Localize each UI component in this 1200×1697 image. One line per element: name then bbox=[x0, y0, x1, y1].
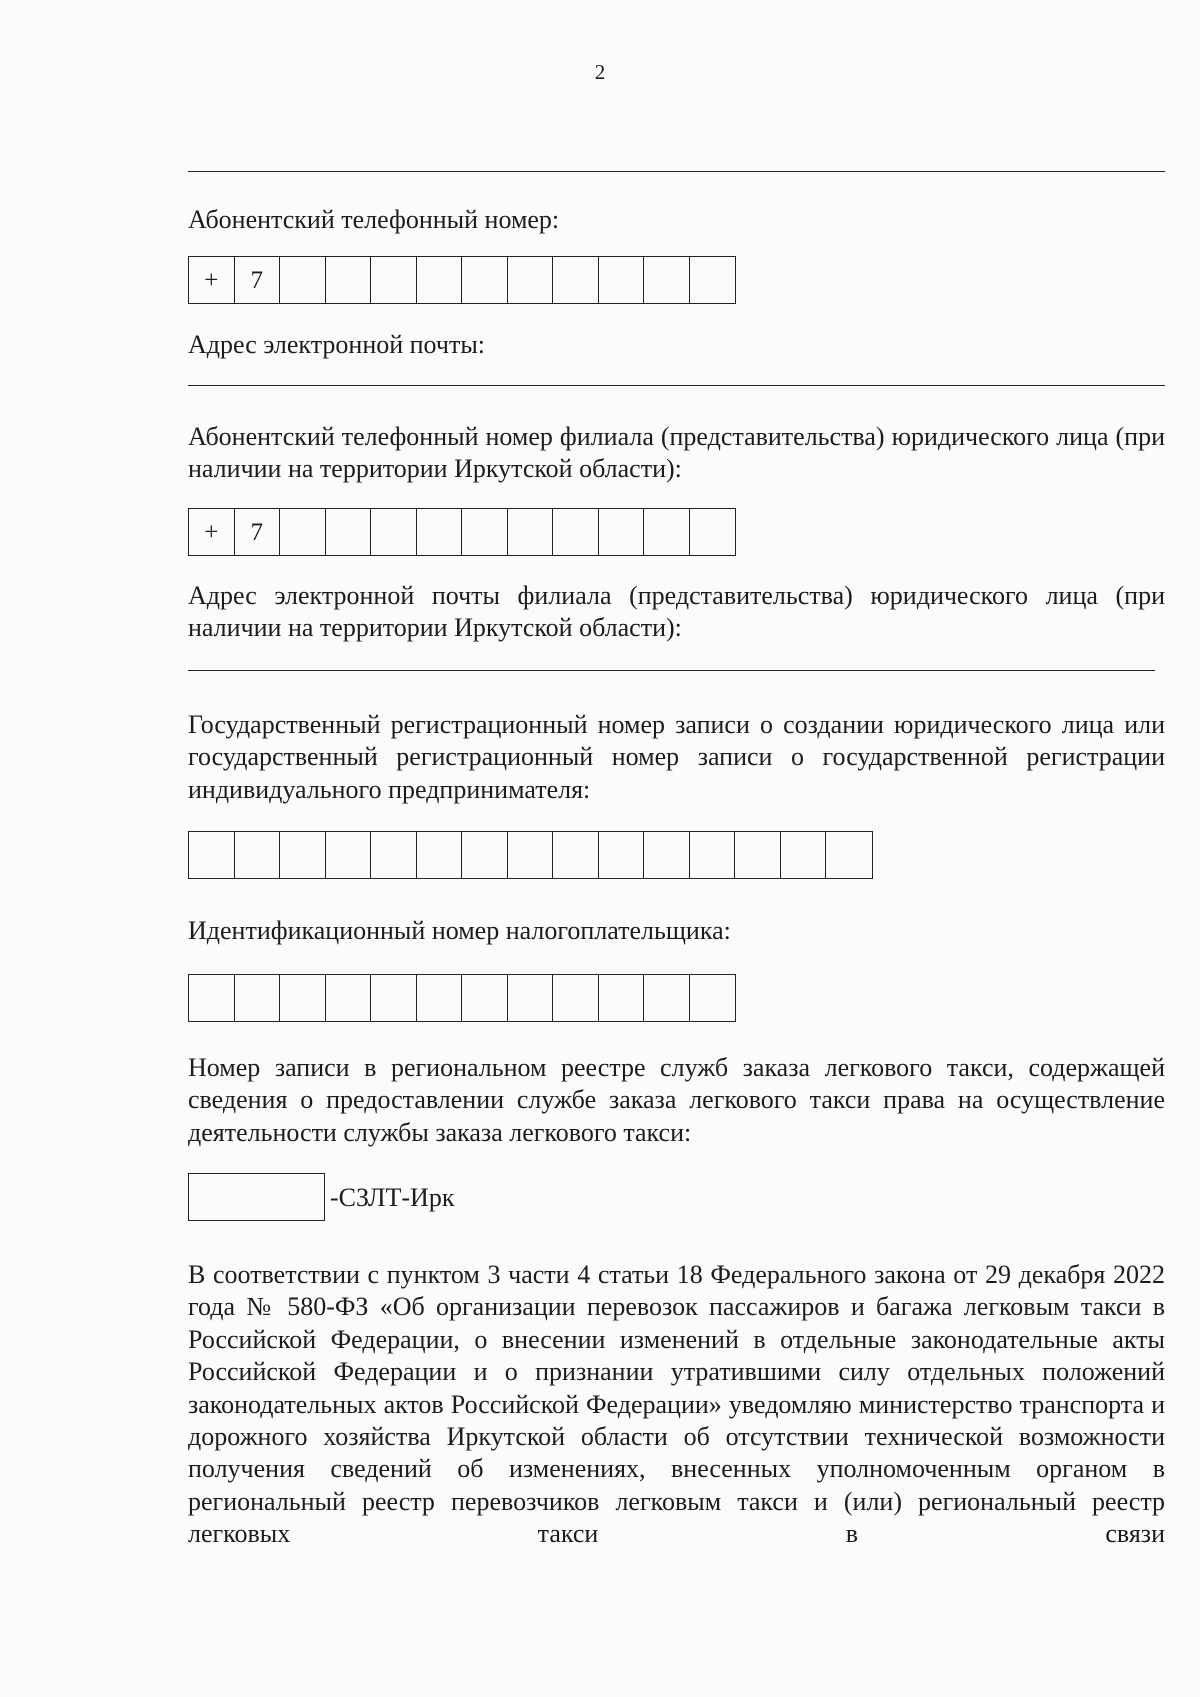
phone-number-cell[interactable] bbox=[690, 257, 736, 303]
ogrn-cell[interactable] bbox=[599, 832, 645, 878]
phone-label: Абонентский телефонный номер: bbox=[188, 205, 560, 234]
branch-phone-number-cell[interactable] bbox=[644, 509, 690, 555]
inn-label: Идентификационный номер налогоплательщика: bbox=[188, 916, 731, 945]
branch-phone-number-cell[interactable] bbox=[599, 509, 645, 555]
phone-number-cell[interactable] bbox=[326, 257, 372, 303]
phone-number-cell[interactable] bbox=[508, 257, 554, 303]
inn-cell[interactable] bbox=[280, 975, 326, 1021]
inn-cell[interactable] bbox=[508, 975, 554, 1021]
inn-cell[interactable] bbox=[644, 975, 690, 1021]
ogrn-cell[interactable] bbox=[508, 832, 554, 878]
phone-number-cell[interactable] bbox=[280, 257, 326, 303]
inn-cell[interactable] bbox=[417, 975, 463, 1021]
inn-cell[interactable] bbox=[462, 975, 508, 1021]
registry-record-suffix: -СЗЛТ-Ирк bbox=[330, 1183, 455, 1212]
branch-email-answer-line[interactable] bbox=[188, 670, 1155, 671]
branch-phone-number-cell[interactable]: + bbox=[189, 509, 235, 555]
phone-number-cell[interactable] bbox=[599, 257, 645, 303]
inn-boxes[interactable] bbox=[188, 974, 736, 1022]
page-number: 2 bbox=[594, 60, 606, 84]
ogrn-cell[interactable] bbox=[280, 832, 326, 878]
branch-phone-number-cell[interactable] bbox=[417, 509, 463, 555]
branch-phone-number-boxes[interactable] bbox=[188, 508, 736, 556]
notice-paragraph: В соответствии с пунктом 3 части 4 статьи 18 Федерального закона от 29 декабря 2022 года № 580-ФЗ «Об организации перевозок пассажиров и багажа легковым такси в Российской Федерации, о внесении изменений в отдельные законодательные акты Российской Федерации и о признании утратившими силу отдельных положений законодательных актов Российской Федерации» уведомляю министерство транспорта и дорожного хозяйства Иркутской области об отсутствии технической возможности получения сведений об изменениях, внесенных уполномоченным органом в региональный реестр перевозчиков легковым такси и (или) региональный реестр легковых такси в связи bbox=[188, 1260, 1165, 1549]
email-label: Адрес электронной почты: bbox=[188, 330, 486, 359]
ogrn-cell[interactable] bbox=[189, 832, 235, 878]
inn-cell[interactable] bbox=[371, 975, 417, 1021]
ogrn-label: Государственный регистрационный номер записи о создании юридического лица или государственный регистрационный номер записи о государственной регистрации индивидуального предпринимателя: bbox=[188, 710, 1165, 804]
branch-phone-number-cell[interactable] bbox=[553, 509, 599, 555]
branch-phone-number-cell[interactable] bbox=[690, 509, 736, 555]
phone-number-boxes[interactable] bbox=[188, 256, 736, 304]
phone-number-cell[interactable] bbox=[417, 257, 463, 303]
ogrn-cell[interactable] bbox=[553, 832, 599, 878]
ogrn-cell[interactable] bbox=[462, 832, 508, 878]
ogrn-cell[interactable] bbox=[417, 832, 463, 878]
inn-cell[interactable] bbox=[599, 975, 645, 1021]
inn-cell[interactable] bbox=[326, 975, 372, 1021]
inn-cell[interactable] bbox=[235, 975, 281, 1021]
ogrn-cell[interactable] bbox=[371, 832, 417, 878]
phone-number-cell[interactable] bbox=[553, 257, 599, 303]
phone-number-cell[interactable]: 7 bbox=[235, 257, 281, 303]
ogrn-cell[interactable] bbox=[235, 832, 281, 878]
ogrn-cell[interactable] bbox=[644, 832, 690, 878]
header-rule bbox=[188, 171, 1165, 172]
phone-number-cell[interactable] bbox=[462, 257, 508, 303]
ogrn-cell[interactable] bbox=[690, 832, 736, 878]
inn-cell[interactable] bbox=[690, 975, 736, 1021]
branch-phone-number-cell[interactable] bbox=[371, 509, 417, 555]
phone-number-cell[interactable]: + bbox=[189, 257, 235, 303]
branch-phone-number-cell[interactable] bbox=[326, 509, 372, 555]
branch-email-label: Адрес электронной почты филиала (представительства) юридического лица (при наличии на территории Иркутской области): bbox=[188, 581, 1165, 643]
ogrn-cell[interactable] bbox=[326, 832, 372, 878]
branch-phone-number-cell[interactable] bbox=[280, 509, 326, 555]
ogrn-cell[interactable] bbox=[826, 832, 872, 878]
email-answer-line[interactable] bbox=[188, 385, 1165, 386]
inn-cell[interactable] bbox=[189, 975, 235, 1021]
branch-phone-number-cell[interactable]: 7 bbox=[235, 509, 281, 555]
branch-phone-number-cell[interactable] bbox=[462, 509, 508, 555]
registry-record-number-box[interactable] bbox=[188, 1173, 325, 1221]
registry-record-label: Номер записи в региональном реестре служб заказа легкового такси, содержащей сведения о предоставлении службе заказа легкового такси права на осуществление деятельности службы заказа легкового такси: bbox=[188, 1053, 1165, 1147]
ogrn-cell[interactable] bbox=[781, 832, 827, 878]
ogrn-cell[interactable] bbox=[735, 832, 781, 878]
ogrn-boxes[interactable] bbox=[188, 831, 873, 879]
branch-phone-label: Абонентский телефонный номер филиала (представительства) юридического лица (при наличии на территории Иркутской области): bbox=[188, 422, 1165, 484]
phone-number-cell[interactable] bbox=[644, 257, 690, 303]
inn-cell[interactable] bbox=[553, 975, 599, 1021]
phone-number-cell[interactable] bbox=[371, 257, 417, 303]
branch-phone-number-cell[interactable] bbox=[508, 509, 554, 555]
